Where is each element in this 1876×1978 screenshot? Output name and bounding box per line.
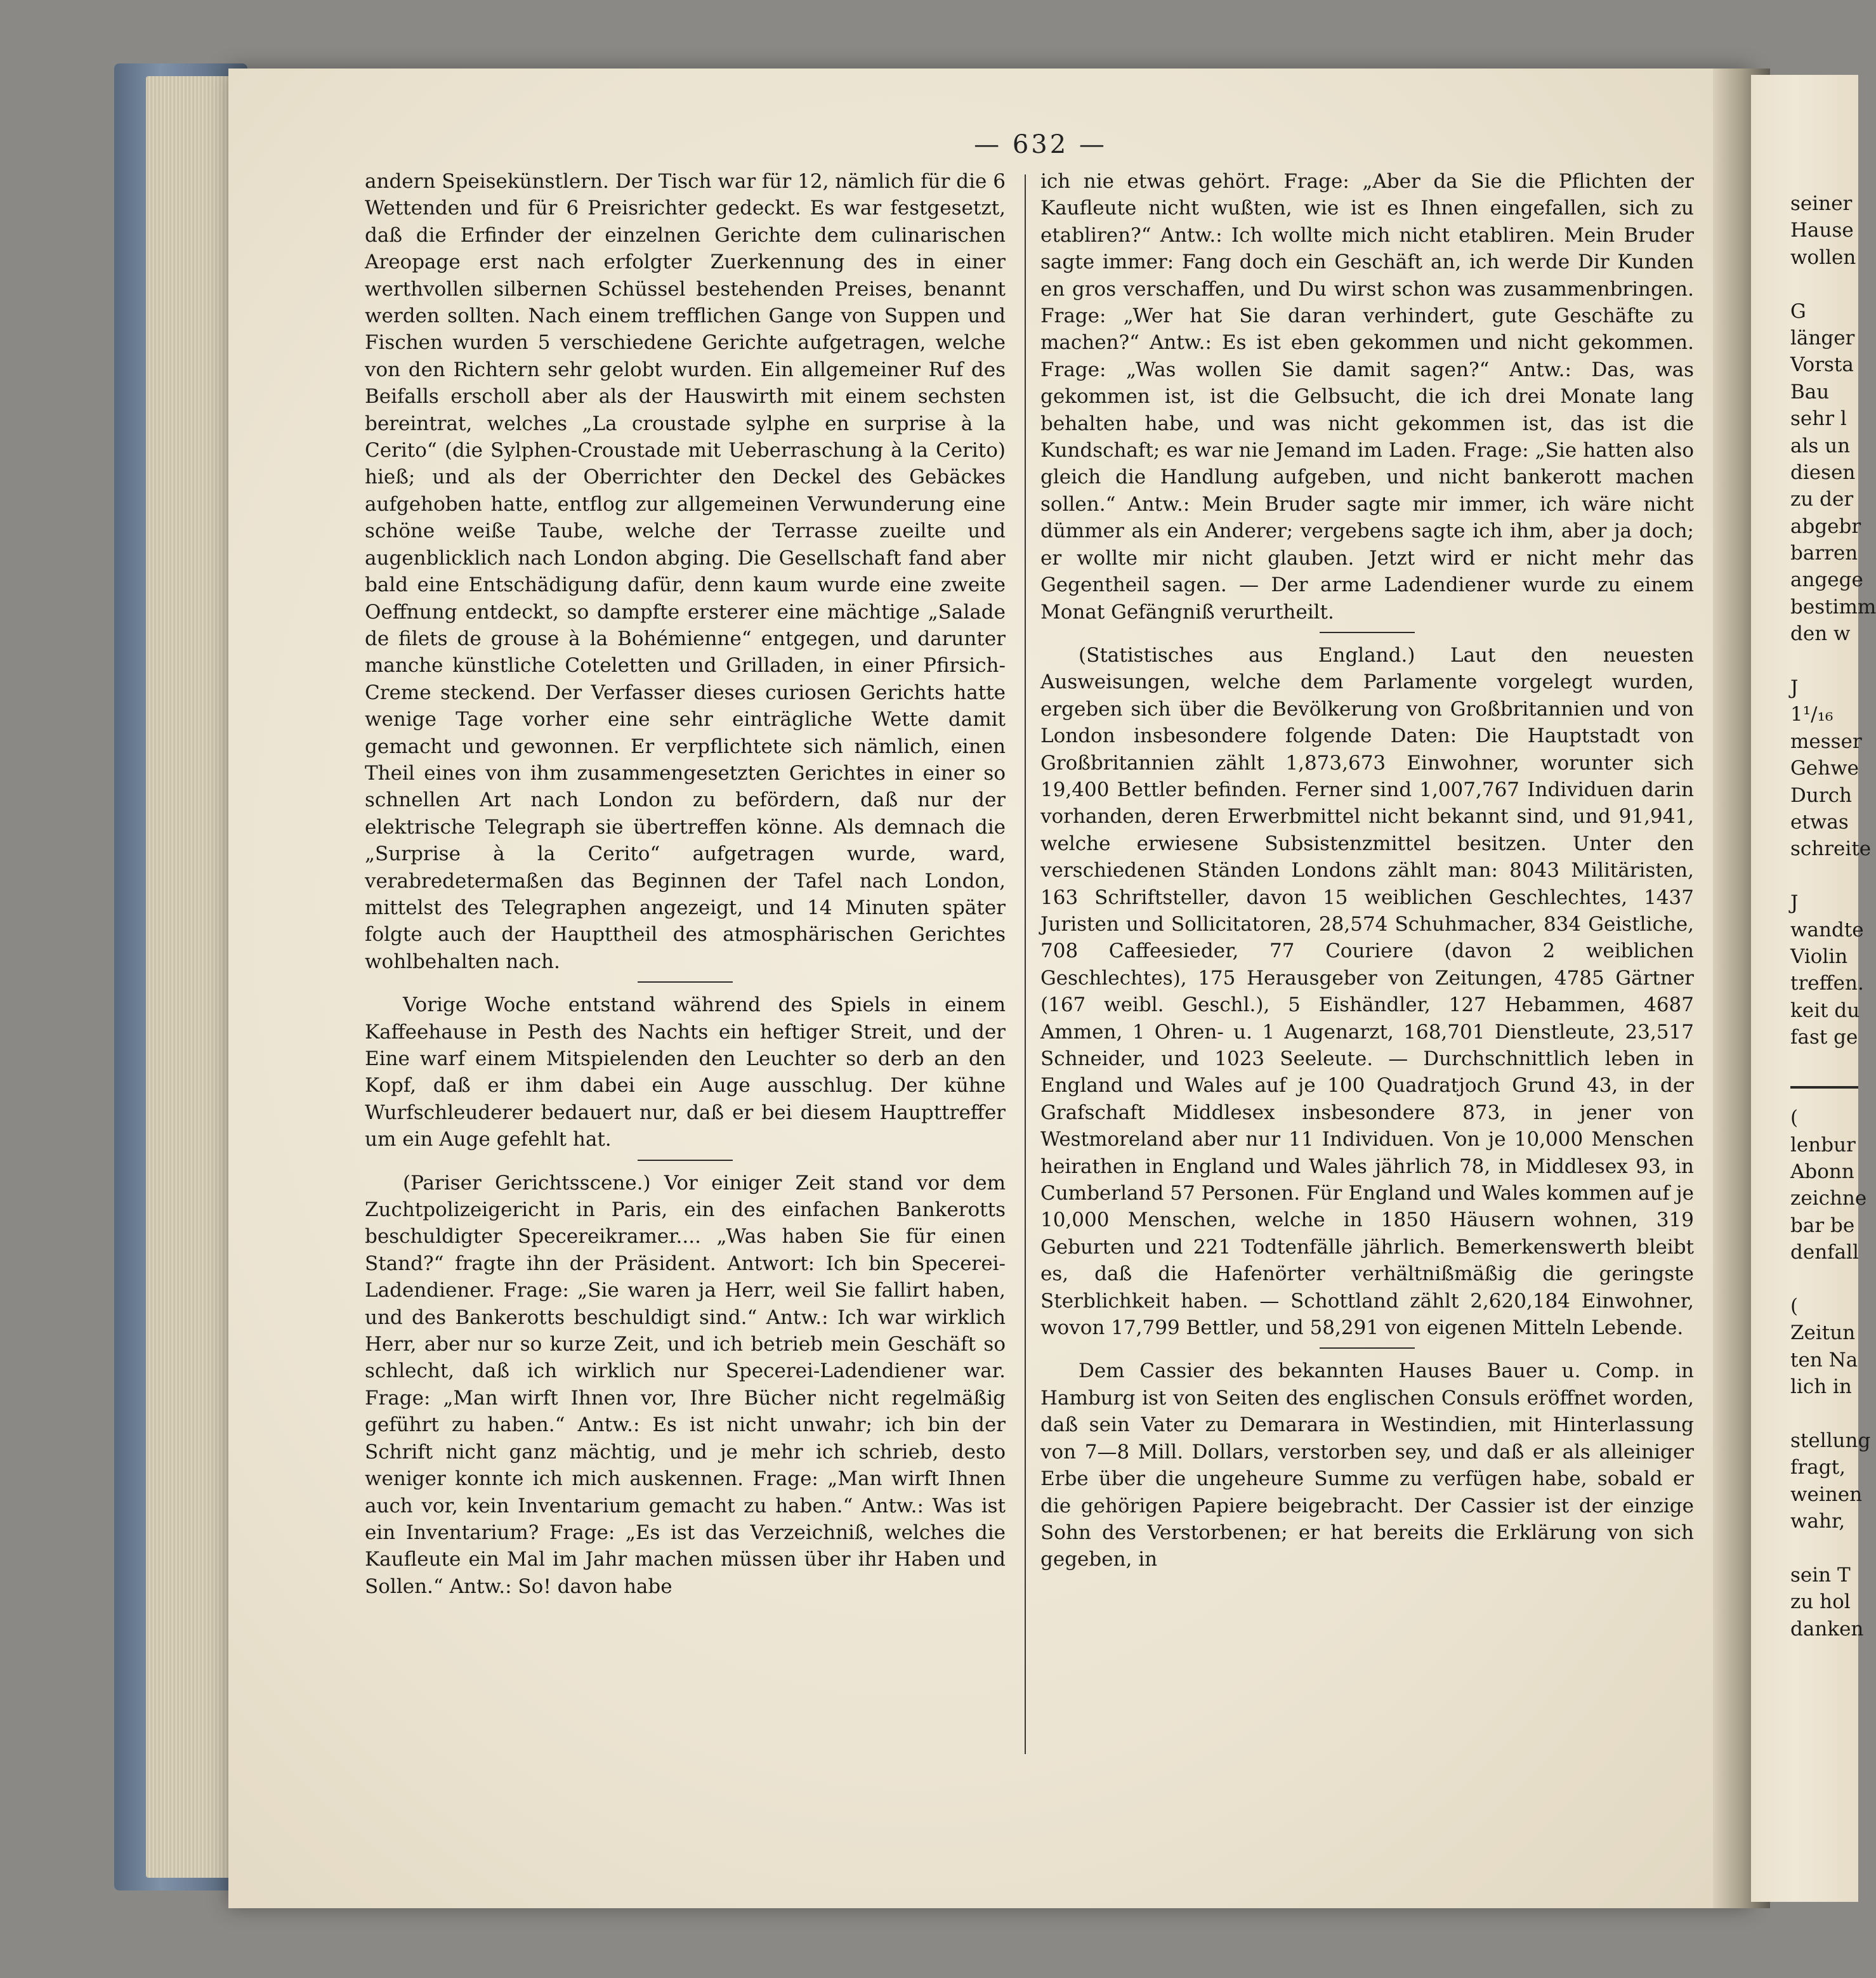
facing-page-line: seiner <box>1790 192 1853 215</box>
facing-page-line <box>1790 863 1860 889</box>
facing-page-line: wandte <box>1790 918 1864 941</box>
facing-page-line: abgebr <box>1790 514 1861 538</box>
facing-page-line: etwas <box>1790 810 1849 834</box>
facing-page-line: Violin <box>1790 945 1848 968</box>
facing-page-text <box>1790 190 1876 1642</box>
facing-page-line: wahr, <box>1790 1510 1846 1533</box>
facing-page-line: Bau <box>1790 380 1830 403</box>
facing-page-line: fast ge <box>1790 1026 1858 1049</box>
facing-page-line <box>1790 1535 1860 1562</box>
facing-page-line: denfall <box>1790 1241 1859 1264</box>
facing-page-line: wollen <box>1790 246 1856 269</box>
facing-page-line <box>1790 1051 1860 1078</box>
facing-page-line <box>1790 1401 1860 1427</box>
article-statistisches-england: (Statistisches aus England.) Laut den neuesten Ausweisungen, welche dem Parlamente vorgelegt wurden, ergeben sich über die Bevölkerung von Großbritannien und von London insbesondere folgende Daten: Die Hauptstadt von Großbritannien zählt 1,873,673 Einwohner, worunter sich 19,400 Bettler befinden. Ferner sind 1,007,767 Individuen darin vorhanden, deren Erwerbmittel nicht bekannt sind, und 91,941, welche erwiesene Subsistenzmittel besitzen. Unter den verschiedenen Ständen Londons zählt man: 8043 Militäristen, 163 Schriftsteller, davon 15 weiblichen Geschlechtes, 1437 Juristen und Sollicitatoren, 28,574 Schuhmacher, 834 Geistliche, 708 Caffeesieder, 77 Couriere (davon 2 weiblichen Geschlechtes), 175 Herausgeber von Zeitungen, 4785 Gärtner (167 weibl. Geschl.), 5 Eishändler, 127 Hebammen, 4687 Ammen, 1 Ohren- u. 1 Augenarzt, 168,701 Dienstleute, 23,517 Schneider, und 1023 Seeleute. — Durchschnittlich leben in England und Wales auf je 100 Quadratjoch Grund 43, in der Grafschaft Middlesex insbesondere 873, in jener von Westmoreland aber nur 11 Individuen. Von je 10,000 Menschen heirathen in England und Wales jährlich 78, in Middlesex 93, in Cumberland 57 Personen. Für England und Wales kommen auf je 10,000 Menschen, welche in 1850 Häusern wohnen, 319 Geburten und 221 Todtenfälle jährlich. Bemerkenswerth bleibt es, daß die Hafenörter verhältnißmäßig die geringste Sterblichkeit haben. — Schottland zählt 2,620,184 Einwohner, wovon 17,799 Bettler, und 58,291 von eigenen Mitteln Lebende. <box>1040 643 1694 1340</box>
article-separator <box>1320 632 1415 633</box>
facing-page-line: angege <box>1790 568 1863 592</box>
facing-page-line: lenbur <box>1790 1133 1856 1156</box>
page-stack-edge <box>146 76 241 1878</box>
article-pariser-gerichtsscene: (Pariser Gerichtsscene.) Vor einiger Zeit stand vor dem Zuchtpolizeigericht in Paris, ein des einfachen Bankerotts beschuldigter Specereikramer.... „Was haben Sie für einen Stand?“ fragte ihn der Präsident. Antwort: Ich bin Specerei-Ladendiener. Frage: „Sie waren ja Herr, weil Sie fallirt haben, und des Bankerotts beschuldigt sind.“ Antw.: Ich war wirklich Herr, aber nur so kurze Zeit, und ich betrieb mein Geschäft so schlecht, daß ich wirklich nur Specerei-Ladendiener war. Frage: „Man wirft Ihnen vor, Ihre Bücher nicht regelmäßig geführt zu haben.“ Antw.: Es ist nicht unwahr; ich bin der Schrift nicht ganz mächtig, und je mehr ich schrieb, desto weniger konnte ich mich auskennen. Frage: „Man wirft Ihnen auch vor, kein Inventarium gemacht zu haben.“ Antw.: Was ist ein Inventarium? Frage: „Es ist das Verzeichniß, welches die Kaufleute ein Mal im Jahr machen müssen über ihr Haben und Sollen.“ Antw.: So! davon habe <box>365 1171 1006 1598</box>
facing-page-line: danken <box>1790 1617 1864 1641</box>
facing-page-line <box>1790 1266 1860 1293</box>
facing-page-line <box>1790 648 1860 674</box>
facing-page-line: fragt, <box>1790 1456 1846 1479</box>
facing-page-line: zu hol <box>1790 1590 1851 1614</box>
facing-page-line: zu der <box>1790 488 1854 511</box>
facing-page-line: ( <box>1790 1106 1799 1130</box>
facing-page-rule <box>1790 1086 1858 1089</box>
article-separator <box>638 981 733 983</box>
facing-page-line: J <box>1790 676 1799 700</box>
facing-page-line: Abonn <box>1790 1160 1854 1184</box>
facing-page-line: messer <box>1790 730 1862 753</box>
article-separator <box>1320 1347 1415 1349</box>
facing-page-line: zeichne <box>1790 1187 1867 1210</box>
facing-page-line: treffen. <box>1790 972 1864 995</box>
page-number: — 632 — <box>974 130 1107 159</box>
facing-page-line: ten Na <box>1790 1348 1858 1372</box>
facing-page-line: länger <box>1790 326 1855 350</box>
facing-page-line: 1¹/₁₆ <box>1790 703 1833 726</box>
article-gerichtsscene-continued: ich nie etwas gehört. Frage: „Aber da Sie die Pflichten der Kaufleute nicht wußten, wie ist es Ihnen eingefallen, sich zu etabliren?“ Antw.: Ich wollte mich nicht etabliren. Mein Bruder sagte immer: Fang doch ein Geschäft an, ich werde Dir Kunden en gros verschaffen, und Du wirst schon was zusammenbringen. Frage: „Wer hat Sie daran verhindert, gute Geschäfte zu machen?“ Antw.: Es ist eben gekommen und nicht gekommen. Frage: „Was wollen Sie damit sagen?“ Antw.: Das, was gekommen ist, ist die Gelbsucht, die ich drei Monate lang behalten habe, und was nicht gekommen ist, das ist die Kundschaft; es war nie Jemand im Laden. Frage: „Sie hatten also gleich die Handlung aufgeben, und nicht bankerott machen sollen.“ Antw.: Mein Bruder sagte mir immer, ich wäre nicht dümmer als ein Anderer; vergebens sagte ich ihm, aber ja doch; er wollte mir nicht glauben. Jetzt wird er nicht mehr das Gegentheil sagen. — Der arme Ladendiener wurde zu einem Monat Gefängniß verurtheilt. <box>1040 170 1694 624</box>
facing-page-line: stellung <box>1790 1429 1871 1452</box>
facing-page-line: diesen <box>1790 461 1856 484</box>
facing-page-line: Gehwe <box>1790 757 1859 780</box>
facing-page-line: lich in <box>1790 1375 1852 1399</box>
facing-page-line <box>1790 1078 1860 1104</box>
facing-page-line: keit du <box>1790 999 1860 1022</box>
facing-page-line: Zeitun <box>1790 1321 1856 1345</box>
column-divider <box>1025 174 1026 1754</box>
facing-page-line: ( <box>1790 1295 1799 1318</box>
facing-page-line: Vorsta <box>1790 353 1854 377</box>
facing-page-line: den w <box>1790 622 1851 646</box>
facing-page-line: barren <box>1790 542 1858 565</box>
article-speisekuenstler: andern Speisekünstlern. Der Tisch war für 12, nämlich für die 6 Wettenden und für 6 Preisrichter gedeckt. Es war festgesetzt, daß die Erfinder der einzelnen Gerichte dem culinarischen Areopage erst nach erfolgter Zuerkennung des in einer werthvollen silbernen Schüssel bestehenden Preises, benannt werden sollten. Nach einem trefflichen Gange von Suppen und Fischen wurden 5 verschiedene Gerichte aufgetragen, welche von den Richtern sehr gelobt wurden. Ein allgemeiner Ruf des Beifalls erscholl aber als der Hauswirth mit einem sechsten bereintrat, welches „La croustade sylphe en surprise à la Cerito“ (die Sylphen-Croustade mit Ueberraschung à la Cerito) hieß; und als der Oberrichter den Deckel des Gebäckes aufgehoben hatte, entflog zur allgemeinen Verwunderung eine schöne weiße Taube, welche der Terrasse zueilte und augenblicklich nach London abging. Die Gesellschaft fand aber bald eine Entschädigung dafür, denn kaum wurde eine zweite Oeffnung entdeckt, so dampfte ersterer eine mächtige „Salade de filets de grouse à la Bohémienne“ entgegen, und darunter manche künstliche Coteletten und Grilladen, in einer Pfirsich-Creme steckend. Der Verfasser dieses curiosen Gerichts hatte wenige Tage vorher eine sehr einträgliche Wette damit gemacht und gewonnen. Er verpflichtete sich nämlich, einen Theil eines von ihm zusammengesetzten Gerichtes in einer so schnellen Art nach London zu befördern, daß nur der elektrische Telegraph sie übertreffen könne. Als demnach die „Surprise à la Cerito“ aufgetragen wurde, ward, verabredetermaßen das Beginnen der Tafel nach London, mittelst des Telegraphen angezeigt, und 14 Minuten später folgte auch der Haupttheil des atmosphärischen Gerichtes wohlbehalten nach. <box>365 170 1006 973</box>
facing-page-line: bestimm <box>1790 595 1876 619</box>
article-separator <box>638 1160 733 1161</box>
right-column <box>1040 168 1694 1573</box>
facing-page-line: Durch <box>1790 783 1852 807</box>
facing-page-line <box>1790 271 1860 298</box>
facing-page-line: bar be <box>1790 1214 1855 1237</box>
facing-page-line: sehr l <box>1790 407 1847 431</box>
facing-page-line: weinen <box>1790 1483 1863 1506</box>
facing-page-line: sein T <box>1790 1563 1851 1587</box>
article-cassier-hamburg: Dem Cassier des bekannten Hauses Bauer u. Comp. in Hamburg ist von Seiten des englischen Consuls eröffnet worden, daß sein Vater zu Demarara in Westindien, mit Hinterlassung von 7—8 Mill. Dollars, verstorben sey, und daß er als alleiniger Erbe über die ungeheure Summe zu verfügen habe, sobald er die gehörigen Papiere beigebracht. Der Cassier ist der einzige Sohn des Verstorbenen; er hat bereits die Erklärung von sich gegeben, in <box>1040 1359 1694 1571</box>
left-column <box>365 168 1006 1600</box>
facing-page-line: J <box>1790 891 1799 915</box>
facing-page-line: Hause <box>1790 219 1854 242</box>
facing-page-line: G <box>1790 299 1806 323</box>
facing-page-line: als un <box>1790 434 1851 457</box>
facing-page-line: schreite <box>1790 837 1872 861</box>
article-pesth: Vorige Woche entstand während des Spiels in einem Kaffeehause in Pesth des Nachts ein heftiger Streit, und der Eine warf einem Mitspielenden den Leuchter so derb an den Kopf, daß er ihm dabei ein Auge ausschlug. Der kühne Wurfschleuderer bedauert nur, daß er bei diesem Haupttreffer um ein Auge gefehlt hat. <box>365 993 1006 1151</box>
